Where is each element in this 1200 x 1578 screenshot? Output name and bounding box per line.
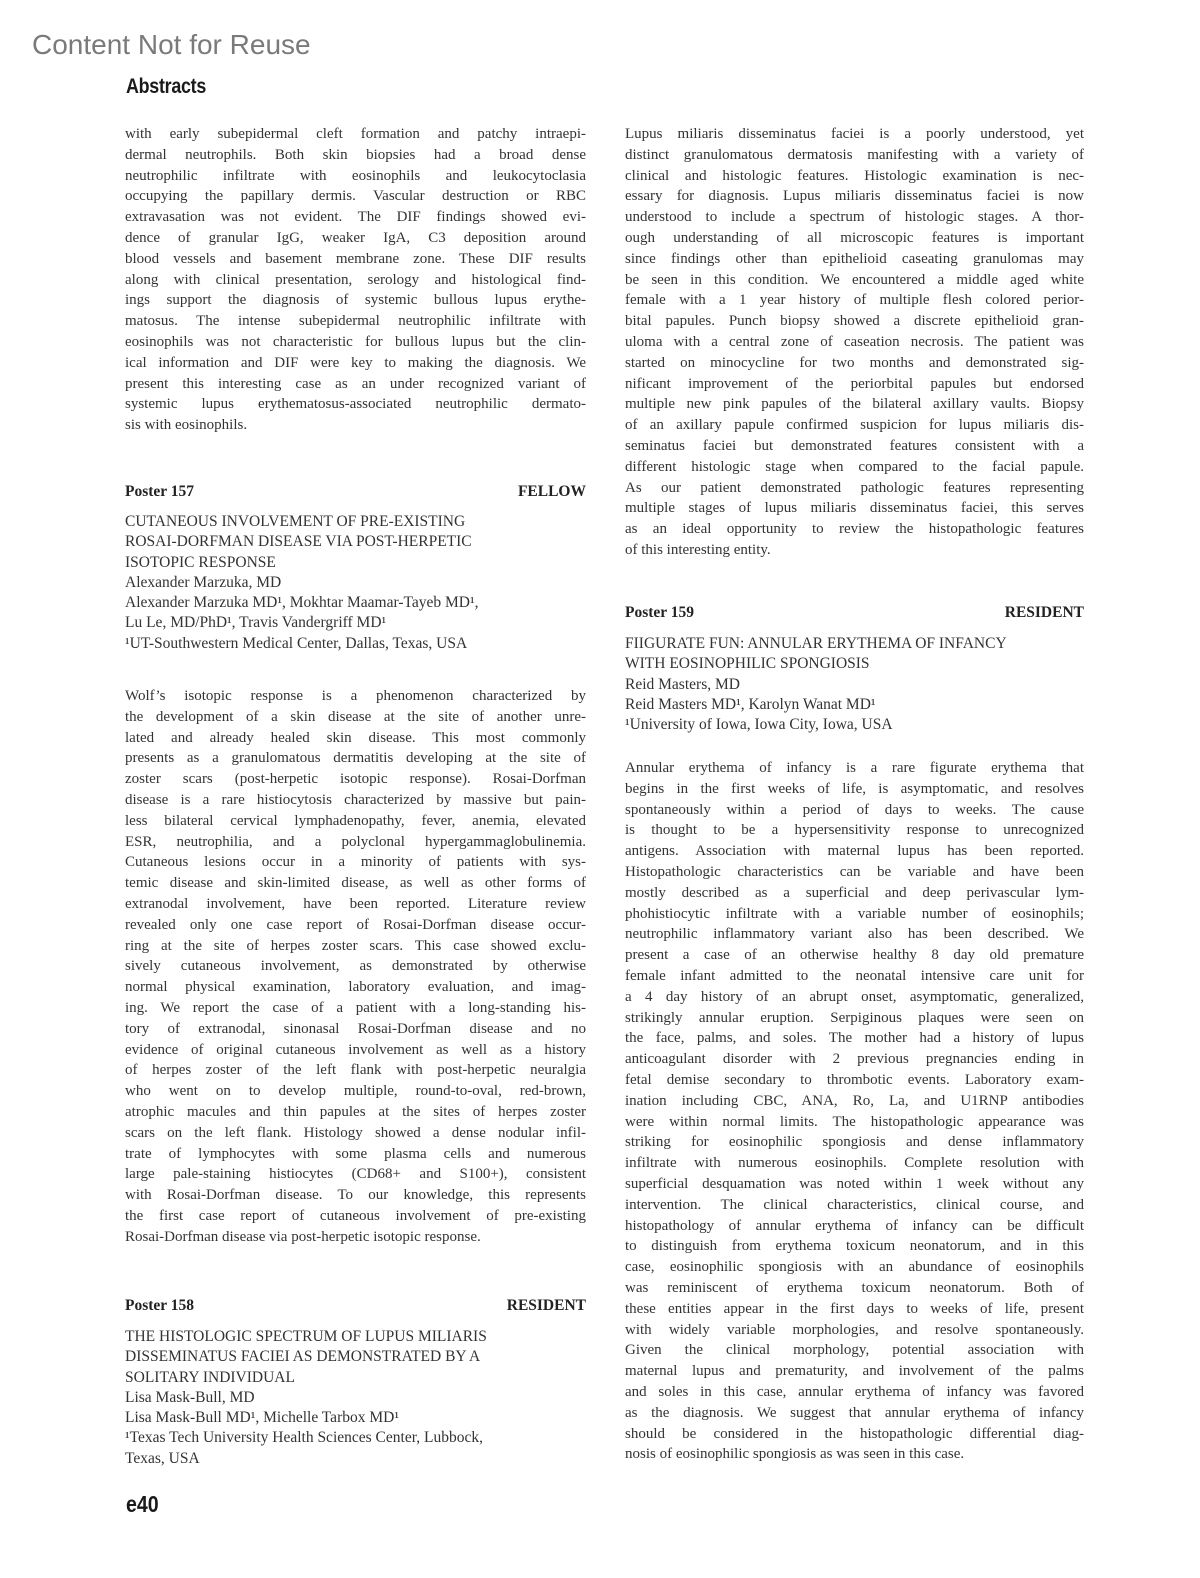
text-line: presents as a granulomatous dermatitis developing at the site of bbox=[125, 750, 586, 767]
meta-line: FIIGURATE FUN: ANNULAR ERYTHEMA OF INFANCY bbox=[625, 635, 1007, 652]
meta-line: CUTANEOUS INVOLVEMENT OF PRE-EXISTING bbox=[125, 513, 466, 530]
section-title: Abstracts bbox=[126, 75, 207, 98]
continued-abstract-text bbox=[125, 124, 586, 436]
text-line: the face, palms, and soles. The mother had a history of lupus bbox=[625, 1030, 1084, 1047]
poster-category: RESIDENT bbox=[1004, 604, 1084, 621]
presenter: Alexander Marzuka, MD bbox=[125, 573, 282, 591]
text-line: is thought to be a hypersensitivity response to unrecognized bbox=[625, 822, 1084, 839]
text-line: matosus. The intense subepidermal neutrophilic infiltrate with bbox=[125, 313, 586, 330]
poster-title bbox=[125, 1327, 586, 1388]
text-line: Lupus miliaris disseminatus faciei is a poorly understood, yet bbox=[625, 126, 1084, 142]
text-line: extranodal involvement, have been reported. Literature review bbox=[125, 895, 586, 912]
text-line: zoster scars (post-herpetic isotopic response). Rosai-Dorfman bbox=[125, 771, 586, 788]
text-line: striking for eosinophilic spongiosis and dense inflammatory bbox=[625, 1134, 1084, 1151]
poster-158-header bbox=[125, 1296, 586, 1316]
authors bbox=[125, 593, 586, 634]
text-line: ination including CBC, ANA, Ro, La, and U1RNP antibodies bbox=[625, 1092, 1084, 1109]
text-line: scars on the left flank. Histology showed a dense nodular infil- bbox=[125, 1124, 586, 1141]
presenter: Reid Masters, MD bbox=[625, 675, 740, 693]
meta-line: Alexander Marzuka MD¹, Mokhtar Maamar-Tayeb MD¹, bbox=[125, 594, 479, 612]
poster-157-meta bbox=[125, 512, 586, 654]
text-line: ESR, neutrophilia, and a polyclonal hypergammaglobulinemia. bbox=[125, 833, 586, 850]
text-line: spontaneously within a period of days to weeks. The cause bbox=[625, 801, 1084, 818]
text-line: atrophic macules and thin papules at the sites of herpes zoster bbox=[125, 1103, 586, 1120]
poster-title bbox=[125, 512, 586, 573]
text-line: ings support the diagnosis of systemic bullous lupus erythe- bbox=[125, 292, 586, 309]
text-line: occupying the papillary dermis. Vascular destruction or RBC bbox=[125, 188, 586, 205]
poster-number: Poster 157 bbox=[125, 483, 195, 500]
text-line: started on minocycline for two months and demonstrated sig- bbox=[625, 354, 1084, 371]
meta-line: ¹UT-Southwestern Medical Center, Dallas, Texas, USA bbox=[125, 634, 468, 652]
text-line: with widely variable morphologies, and resolve spontaneously. bbox=[625, 1321, 1084, 1338]
presenter: Lisa Mask-Bull, MD bbox=[125, 1388, 255, 1406]
text-line: dermal neutrophils. Both skin biopsies had a broad dense bbox=[125, 146, 586, 163]
text-line: of herpes zoster of the left flank with post-herpetic neuralgia bbox=[125, 1062, 586, 1079]
text-line: begins in the first weeks of life, is asymptomatic, and resolves bbox=[625, 780, 1084, 797]
text-line: neutrophilic inflammatory variant also has been described. We bbox=[625, 926, 1084, 943]
text-line: clinical and histologic features. Histologic examination is nec- bbox=[625, 167, 1084, 184]
text-line: female infant admitted to the neonatal intensive care unit for bbox=[625, 967, 1084, 984]
text-line: As our patient demonstrated pathologic features representing bbox=[625, 479, 1084, 496]
text-line: large pale-staining histiocytes (CD68+ and S100+), consistent bbox=[125, 1166, 586, 1183]
text-line: systemic lupus erythematosus-associated neutrophilic dermato- bbox=[125, 396, 586, 413]
meta-line: ¹University of Iowa, Iowa City, Iowa, USA bbox=[625, 716, 893, 734]
text-line: present a case of an otherwise healthy 8 day old premature bbox=[625, 947, 1084, 964]
text-line: was reminiscent of erythema toxicum neonatorum. Both of bbox=[625, 1279, 1084, 1296]
text-line: infiltrate with numerous eosinophils. Complete resolution with bbox=[625, 1155, 1084, 1172]
meta-line: Reid Masters MD¹, Karolyn Wanat MD¹ bbox=[625, 695, 876, 713]
text-line: extravasation was not evident. The DIF findings showed evi- bbox=[125, 209, 586, 226]
text-line: of this interesting entity. bbox=[625, 541, 771, 558]
text-line: neutrophilic infiltrate with eosinophils and leukocytoclasia bbox=[125, 167, 586, 184]
text-line: ough understanding of all microscopic features is important bbox=[625, 229, 1084, 246]
text-line: ing. We report the case of a patient with a long-standing his- bbox=[125, 999, 586, 1016]
text-line: these entities appear in the first days to weeks of life, present bbox=[625, 1300, 1084, 1317]
text-line: ical information and DIF were key to making the diagnosis. We bbox=[125, 354, 586, 371]
text-line: distinct granulomatous dermatosis manifesting with a variety of bbox=[625, 146, 1084, 163]
text-line: with Rosai-Dorfman disease. To our knowledge, this represents bbox=[125, 1187, 586, 1204]
text-line: be seen in this condition. We encountered a middle aged white bbox=[625, 271, 1084, 288]
meta-line: WITH EOSINOPHILIC SPONGIOSIS bbox=[625, 655, 870, 673]
text-line: Given the clinical morphology, potential association with bbox=[625, 1342, 1084, 1359]
poster-category: FELLOW bbox=[517, 483, 586, 500]
text-line: along with clinical presentation, serology and histological find- bbox=[125, 271, 586, 288]
text-line: different histologic stage when compared to the facial papule. bbox=[625, 458, 1084, 475]
text-line: as an ideal opportunity to review the histopathologic features bbox=[625, 521, 1084, 538]
text-line: Histopathologic characteristics can be variable and have been bbox=[625, 863, 1084, 880]
text-line: histopathology of annular erythema of infancy can be difficult bbox=[625, 1217, 1084, 1234]
text-line: case, eosinophilic spongiosis with an abundance of eosinophils bbox=[625, 1259, 1084, 1276]
text-line: maternal lupus and prematurity, and involvement of the palms bbox=[625, 1363, 1084, 1380]
text-line: normal physical examination, laboratory evaluation, and imag- bbox=[125, 979, 586, 996]
meta-line: Texas, USA bbox=[125, 1449, 200, 1467]
text-line: present this interesting case as an under recognized variant of bbox=[125, 375, 586, 392]
text-line: sively cutaneous involvement, as demonstrated by otherwise bbox=[125, 958, 586, 975]
watermark: Content Not for Reuse bbox=[32, 29, 311, 60]
meta-line: SOLITARY INDIVIDUAL bbox=[125, 1368, 295, 1386]
poster-158-abstract bbox=[625, 124, 1084, 561]
text-line: Rosai-Dorfman disease via post-herpetic isotopic response. bbox=[125, 1228, 481, 1245]
text-line: nificant improvement of the periorbital papules but endorsed bbox=[625, 375, 1084, 392]
poster-159-abstract bbox=[625, 758, 1084, 1465]
text-line: bital papules. Punch biopsy showed a discrete epithelioid gran- bbox=[625, 313, 1084, 330]
text-line: who went on to develop multiple, round-to-oval, red-brown, bbox=[125, 1083, 586, 1100]
poster-159-header bbox=[625, 603, 1084, 623]
poster-159-meta bbox=[625, 634, 1084, 735]
poster-158-meta bbox=[125, 1327, 586, 1469]
page-number: e40 bbox=[126, 1491, 159, 1517]
text-line: with early subepidermal cleft formation and patchy intraepi- bbox=[125, 126, 586, 142]
poster-157-abstract bbox=[125, 686, 586, 1248]
text-line: and soles in this case, annular erythema of infancy was favored bbox=[625, 1383, 1084, 1400]
meta-line: ¹Texas Tech University Health Sciences Center, Lubbock, bbox=[125, 1429, 483, 1447]
text-line: uloma with a central zone of caseation necrosis. The patient was bbox=[625, 333, 1084, 350]
meta-line: Lu Le, MD/PhD¹, Travis Vandergriff MD¹ bbox=[125, 614, 387, 632]
poster-title bbox=[625, 634, 1084, 675]
affiliation bbox=[125, 634, 586, 654]
text-line: revealed only one case report of Rosai-Dorfman disease occur- bbox=[125, 916, 586, 933]
meta-line: Lisa Mask-Bull MD¹, Michelle Tarbox MD¹ bbox=[125, 1409, 399, 1427]
meta-line: THE HISTOLOGIC SPECTRUM OF LUPUS MILIARIS bbox=[125, 1328, 487, 1345]
text-line: nosis of eosinophilic spongiosis as was seen in this case. bbox=[625, 1446, 965, 1463]
text-line: anticoagulant disorder with 2 previous pregnancies ending in bbox=[625, 1051, 1084, 1068]
text-line: evidence of original cutaneous involvement as well as a history bbox=[125, 1041, 586, 1058]
poster-category: RESIDENT bbox=[506, 1297, 586, 1314]
text-line: female with a 1 year history of multiple flesh colored perior- bbox=[625, 292, 1084, 309]
text-line: should be considered in the histopathologic differential diag- bbox=[625, 1425, 1084, 1442]
text-line: phohistiocytic infiltrate with a variable number of eosinophils; bbox=[625, 905, 1084, 922]
text-line: understood to include a spectrum of histologic stages. A thor- bbox=[625, 209, 1084, 226]
text-line: a 4 day history of an abrupt onset, asymptomatic, generalized, bbox=[625, 988, 1084, 1005]
poster-157-header bbox=[125, 482, 586, 502]
text-line: sis with eosinophils. bbox=[125, 417, 248, 434]
affiliation bbox=[125, 1428, 586, 1469]
text-line: fetal demise secondary to thrombotic events. Laboratory exam- bbox=[625, 1071, 1084, 1088]
text-line: blood vessels and basement membrane zone. These DIF results bbox=[125, 250, 586, 267]
text-line: were within normal limits. The histopathologic appearance was bbox=[625, 1113, 1084, 1130]
text-line: tory of extranodal, sinonasal Rosai-Dorfman disease and no bbox=[125, 1020, 586, 1037]
text-line: Wolf’s isotopic response is a phenomenon characterized by bbox=[125, 688, 586, 704]
authors bbox=[125, 1408, 586, 1428]
text-line: dence of granular IgG, weaker IgA, C3 deposition around bbox=[125, 229, 586, 246]
text-line: multiple new pink papules of the bilateral axillary vaults. Biopsy bbox=[625, 396, 1084, 413]
authors bbox=[625, 695, 1084, 715]
affiliation bbox=[625, 715, 1084, 735]
text-line: essary for diagnosis. Lupus miliaris disseminatus faciei is now bbox=[625, 188, 1084, 205]
text-line: multiple stages of lupus miliaris disseminatus faciei, this serves bbox=[625, 500, 1084, 517]
poster-number: Poster 158 bbox=[125, 1297, 195, 1314]
text-line: trate of lymphocytes with some plasma cells and numerous bbox=[125, 1145, 586, 1162]
text-line: as the diagnosis. We suggest that annular erythema of infancy bbox=[625, 1404, 1084, 1421]
text-line: mostly described as a superficial and deep perivascular lym- bbox=[625, 884, 1084, 901]
text-line: eosinophils was not characteristic for bullous lupus but the clin- bbox=[125, 333, 586, 350]
text-line: the development of a skin disease at the site of another unre- bbox=[125, 708, 586, 725]
meta-line: ROSAI-DORFMAN DISEASE VIA POST-HERPETIC bbox=[125, 533, 472, 551]
text-line: intervention. The clinical characteristics, clinical course, and bbox=[625, 1196, 1084, 1213]
text-line: of an axillary papule confirmed suspicion for lupus miliaris dis- bbox=[625, 417, 1084, 434]
text-line: less bilateral cervical lymphadenopathy, fever, anemia, elevated bbox=[125, 812, 586, 829]
text-line: strikingly annular eruption. Serpiginous plaques were seen on bbox=[625, 1009, 1084, 1026]
text-line: seminatus faciei but demonstrated features consistent with a bbox=[625, 437, 1084, 454]
text-line: Cutaneous lesions occur in a minority of patients with sys- bbox=[125, 854, 586, 871]
text-line: Annular erythema of infancy is a rare figurate erythema that bbox=[625, 760, 1084, 776]
text-line: the first case report of cutaneous involvement of pre-existing bbox=[125, 1207, 586, 1224]
poster-number: Poster 159 bbox=[625, 604, 695, 621]
meta-line: DISSEMINATUS FACIEI AS DEMONSTRATED BY A bbox=[125, 1348, 481, 1366]
text-line: ring at the site of herpes zoster scars. This case showed exclu- bbox=[125, 937, 586, 954]
text-line: antigens. Association with maternal lupus has been reported. bbox=[625, 843, 1084, 860]
text-line: superficial desquamation was noted within 1 week without any bbox=[625, 1175, 1084, 1192]
text-line: since findings other than epithelioid caseating granulomas may bbox=[625, 250, 1084, 267]
text-line: lated and already healed skin disease. This most commonly bbox=[125, 729, 586, 746]
text-line: to distinguish from erythema toxicum neonatorum, and in this bbox=[625, 1238, 1084, 1255]
text-line: disease is a rare histiocytosis characterized by massive but pain- bbox=[125, 791, 586, 808]
text-line: temic disease and skin-limited disease, as well as other forms of bbox=[125, 875, 586, 892]
meta-line: ISOTOPIC RESPONSE bbox=[125, 553, 276, 571]
